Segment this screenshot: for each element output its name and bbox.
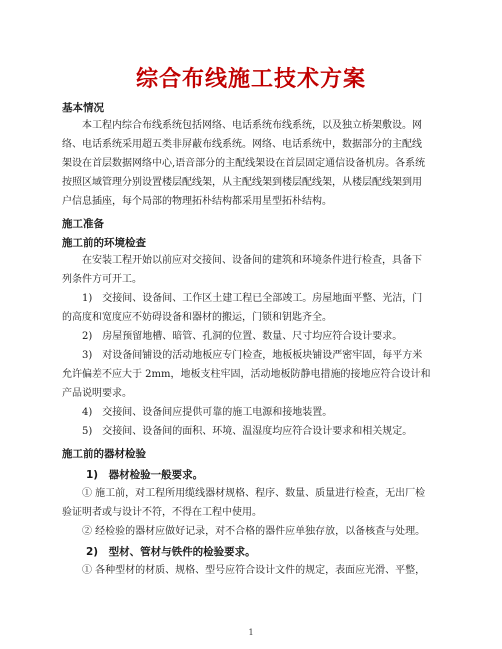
text-line: 按照区域管理分别设置楼层配线架，从主配线架到楼层配线架，从楼层配线架到用 — [62, 177, 422, 188]
paragraph-env — [62, 251, 448, 289]
subsection-heading-env: 施工前的环境检查 — [62, 237, 146, 249]
paragraph-material-1 — [62, 484, 448, 541]
subsection-heading-material: 施工前的器材检验 — [62, 448, 146, 460]
paragraph-material-2 — [62, 561, 448, 580]
text-line: 的高度和宽度应不妨碍设备和器材的搬运，门锁和钥匙齐全。 — [62, 312, 332, 323]
section-heading-basic: 基本情况 — [62, 102, 104, 114]
text-line: 产品说明要求。 — [62, 388, 132, 399]
list-item — [62, 346, 448, 403]
text-line: 2) 房屋预留地槽、暗管、孔洞的位置、数量、尺寸均应符合设计要求。 — [82, 331, 403, 342]
list-item — [62, 327, 448, 346]
text-line: 4) 交接间、设备间应提供可靠的施工电源和接地装置。 — [82, 407, 333, 418]
list-item — [62, 422, 448, 441]
text-line: 1) 交接间、设备间、工作区土建工程已全部竣工。房屋地面平整、光洁，门 — [82, 293, 423, 304]
text-line: ① 各种型材的材质、规格、型号应符合设计文件的规定，表面应光滑、平整， — [82, 565, 426, 576]
text-line: 络、电话系统采用超五类非屏蔽布线系统。网络、电话系统中，数据部分的主配线 — [62, 139, 422, 150]
list-item — [62, 403, 448, 422]
text-line: 3) 对设备间铺设的活动地板应专门检查，地板板块铺设严密牢固，每平方米 — [82, 350, 423, 361]
material-subheading-1: 1) 器材检验一般要求。 — [86, 469, 204, 481]
material-subheading-2: 2) 型材、管材与铁件的检验要求。 — [86, 546, 256, 558]
text-line: 验证明者或与设计不符，不得在工程中使用。 — [62, 507, 262, 518]
text-line: 允许偏差不应大于 2mm，地板支柱牢固，活动地板防静电措施的接地应符合设计和 — [62, 369, 431, 380]
page-number: 1 — [248, 628, 254, 637]
text-line: 列条件方可开工。 — [62, 274, 142, 285]
paragraph-basic — [62, 116, 448, 211]
section-heading-prep: 施工准备 — [62, 218, 104, 230]
text-line: ② 经检验的器材应做好记录，对不合格的器件应单独存放，以备核查与处理。 — [82, 526, 426, 537]
text-line: 本工程内综合布线系统包括网络、电话系统布线系统，以及独立桥架敷设。网 — [82, 120, 422, 131]
text-line: ① 施工前，对工程所用缆线器材规格、程序、数量、质量进行检查，无出厂检 — [82, 488, 426, 499]
text-line: 5) 交接间、设备间的面积、环境、温湿度均应符合设计要求和相关规定。 — [82, 426, 413, 437]
text-line: 在安装工程开始以前应对交接间、设备间的建筑和环境条件进行检查，具备下 — [82, 255, 422, 266]
text-line: 户信息插座，每个局部的物理拓朴结构都采用星型拓朴结构。 — [62, 196, 332, 207]
document-title: 综合布线施工技术方案 — [135, 67, 366, 92]
list-item — [62, 289, 448, 327]
text-line: 架设在首层数据网络中心,语音部分的主配线架设在首层固定通信设备机房。各系统 — [62, 158, 426, 169]
